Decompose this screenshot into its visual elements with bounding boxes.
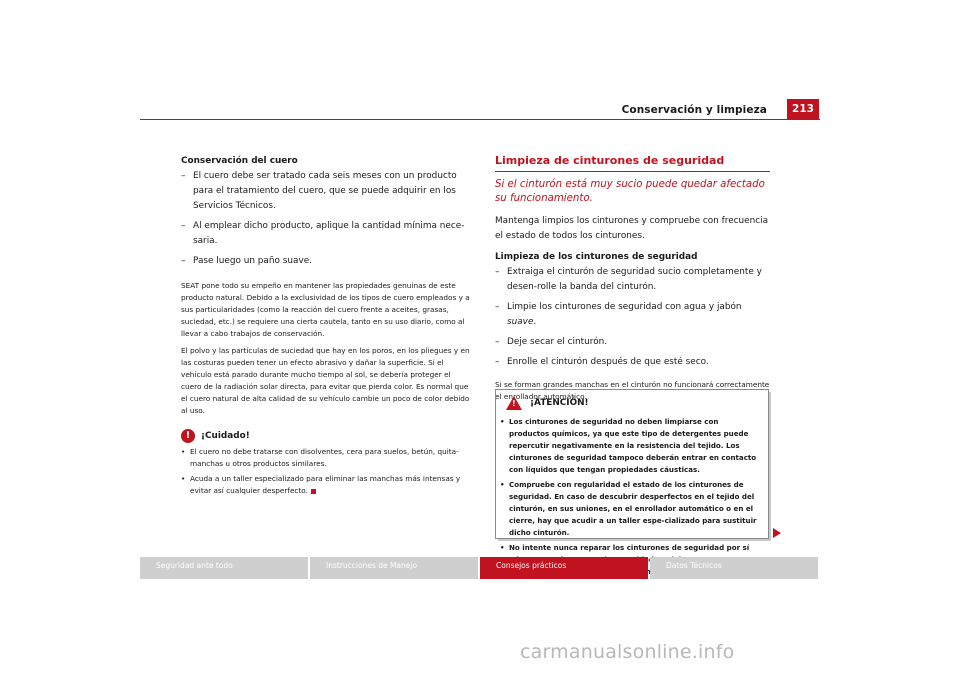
belt-note: Si se forman grandes manchas en el cinturón no funcionará correctamente el enrollador automático. <box>495 380 770 401</box>
belt-heading: Limpieza de los cinturones de seguridad <box>495 252 698 262</box>
warning-box <box>495 389 769 552</box>
warning-label: ¡ATENCIÓN! <box>530 398 589 408</box>
leather-heading: Conservación del cuero <box>181 156 298 166</box>
warning-item: • Compruebe con regularidad el estado de los cinturones de seguridad. En caso de descubrir desperfectos en el tejido del cinturón, en sus uniones, en el enrollador automático o en el cierre, hay que acudir a un taller espe-cializado para sustituir dicho cinturón. <box>500 480 757 537</box>
warning-header <box>496 390 768 410</box>
footer-tab-consejos[interactable]: Consejos prácticos <box>480 557 648 579</box>
section-subtitle: Si el cinturón está muy sucio puede quedar afectado su funcionamiento. <box>495 179 765 204</box>
belt-step: – Extraiga el cinturón de seguridad sucio completamente y desen-rolle la banda del cinturón. <box>495 267 762 292</box>
page-header-title: Conservación y limpieza <box>621 104 767 116</box>
caution-header <box>181 429 471 443</box>
section-title: Limpieza de cinturones de seguridad <box>495 154 725 167</box>
leather-step: – Al emplear dicho producto, aplique la cantidad mínima nece-saria. <box>181 221 465 246</box>
leather-note: SEAT pone todo su empeño en mantener las propiedades genuinas de este producto natural. Debido a la exclusividad de los tipos de cuero empleados y a sus particularidades (como la reacción del cuero frente a aceites, grasas, suciedad, etc.) se requiere una cierta cautela, tanto en su uso diario, como al llevar a cabo trabajos de conservación. <box>181 281 470 338</box>
page-number: 213 <box>787 99 819 119</box>
section-rule <box>495 171 770 172</box>
belt-intro: Mantenga limpios los cinturones y compruebe con frecuencia el estado de todos los cinturones. <box>495 216 769 241</box>
footer-tab-instrucciones[interactable]: Instrucciones de Manejo <box>310 557 478 579</box>
right-column <box>495 154 770 403</box>
caution-label: ¡Cuidado! <box>201 431 250 441</box>
header-rule <box>140 119 820 120</box>
leather-step: – El cuero debe ser tratado cada seis meses con un producto para el tratamiento del cuero, que se puede adquirir en los Servicios Técnicos. <box>181 171 457 211</box>
warning-item: • Los cinturones de seguridad no deben limpiarse con productos químicos, ya que este tipo de detergentes puede repercutir negativamente en la resistencia del tejido. Los cinturones de seguridad tampoco deberán entrar en contacto con líquidos que tengan propiedades cáusticas. <box>500 417 757 474</box>
leather-step: – Pase luego un paño suave. <box>181 256 312 266</box>
footer-tab-datos[interactable]: Datos Técnicos <box>650 557 818 579</box>
caution-item: • El cuero no debe tratarse con disolventes, cera para suelos, betún, quita-manchas u otros productos similares. <box>181 447 459 468</box>
exclamation-icon: ! <box>181 429 195 443</box>
end-marker-icon <box>311 489 316 494</box>
watermark: carmanualsonline.info <box>520 641 735 663</box>
left-column <box>181 154 471 497</box>
caution-item: • Acuda a un taller especializado para eliminar las manchas más intensas y evitar así cualquier desperfecto. <box>181 474 461 495</box>
belt-step: – Limpie los cinturones de seguridad con agua y jabón suave. <box>495 302 742 327</box>
leather-note: El polvo y las partículas de suciedad que hay en los poros, en los pliegues y en las costuras pueden tener un efecto abrasivo y dañar la superficie. Si el vehículo está parado durante mucho tiempo al sol, se debería proteger el cuero de la radiación solar directa, para evitar que pierda color. Es normal que el cuero natural de alta calidad de su vehículo cambie un poco de color debido al uso. <box>181 346 470 415</box>
warning-triangle-icon: ! <box>506 396 522 410</box>
belt-step: – Enrolle el cinturón después de que esté seco. <box>495 357 709 367</box>
footer-nav <box>140 557 820 579</box>
warning-body <box>496 410 768 578</box>
footer-tab-seguridad[interactable]: Seguridad ante todo <box>140 557 308 579</box>
warning-item: • No intente nunca reparar los cinturones de seguridad por sí <box>500 543 750 552</box>
continue-arrow-icon <box>773 528 781 538</box>
belt-step: – Deje secar el cinturón. <box>495 337 608 347</box>
